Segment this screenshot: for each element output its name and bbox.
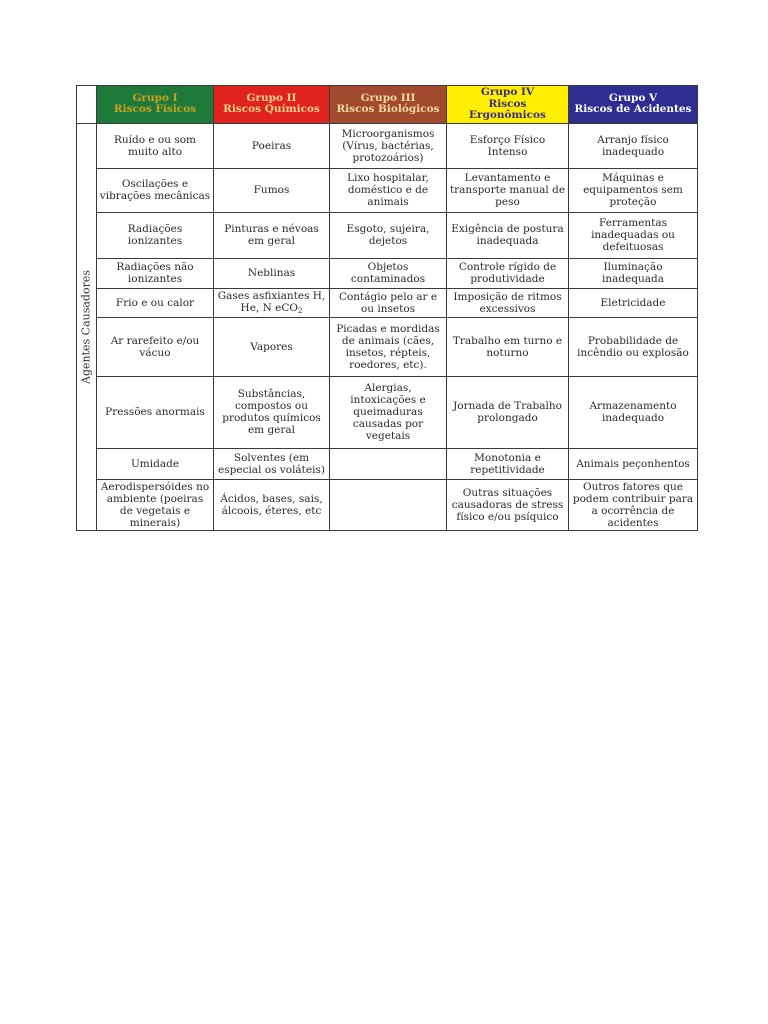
group-header-4 <box>447 86 569 124</box>
table-cell-empty <box>330 448 447 479</box>
group-header-1 <box>97 86 214 124</box>
table-cell: Vapores <box>214 317 330 376</box>
group-title: Grupo I <box>132 91 178 104</box>
table-row <box>77 168 698 212</box>
table-row <box>77 317 698 376</box>
group-title: Grupo V <box>608 91 658 104</box>
group-title: Grupo IV <box>480 86 535 98</box>
table-row <box>77 448 698 479</box>
table-cell: Radiações ionizantes <box>97 212 214 258</box>
group-subtitle: Riscos Ergonômicos <box>469 97 546 122</box>
table-cell: Objetos contaminados <box>330 258 447 288</box>
group-subtitle: Riscos Físicos <box>113 103 197 116</box>
table-cell: Ruído e ou som muito alto <box>97 123 214 168</box>
table-cell: Trabalho em turno e noturno <box>447 317 569 376</box>
table-cell: Fumos <box>214 168 330 212</box>
group-header-2 <box>214 86 330 124</box>
risk-table-container <box>76 85 697 531</box>
group-subtitle: Riscos Biológicos <box>336 103 440 116</box>
table-row <box>77 123 698 168</box>
group-header-5 <box>569 86 698 124</box>
subscript: 2 <box>297 307 303 316</box>
cell-text: Gases asfixiantes H, He, N eCO <box>217 290 326 315</box>
table-cell: Esforço Físico Intenso <box>447 123 569 168</box>
table-cell: Probabilidade de incêndio ou explosão <box>569 317 698 376</box>
group-subtitle: Riscos de Acidentes <box>574 103 692 116</box>
table-cell: Máquinas e equipamentos sem proteção <box>569 168 698 212</box>
table-cell: Pressões anormais <box>97 376 214 448</box>
table-cell: Jornada de Trabalho prolongado <box>447 376 569 448</box>
group-subtitle: Riscos Químicos <box>223 103 320 116</box>
table-cell: Animais peçonhentos <box>569 448 698 479</box>
table-cell: Microorganismos (Vírus, bactérias, protozoários) <box>330 123 447 168</box>
table-cell: Neblinas <box>214 258 330 288</box>
table-cell: Umidade <box>97 448 214 479</box>
table-cell: Esgoto, sujeira, dejetos <box>330 212 447 258</box>
table-row <box>77 288 698 317</box>
table-cell: Outros fatores que podem contribuir para a ocorrência de acidentes <box>569 479 698 530</box>
table-cell: Contágio pelo ar e ou insetos <box>330 288 447 317</box>
table-cell: Substâncias, compostos ou produtos químicos em geral <box>214 376 330 448</box>
table-cell: Exigência de postura inadequada <box>447 212 569 258</box>
table-cell: Radiações não ionizantes <box>97 258 214 288</box>
table-cell: Lixo hospitalar, doméstico e de animais <box>330 168 447 212</box>
table-cell: Alergias, intoxicações e queimaduras causadas por vegetais <box>330 376 447 448</box>
table-cell: Armazenamento inadequado <box>569 376 698 448</box>
table-cell: Ácidos, bases, sais, álcoois, éteres, etc <box>214 479 330 530</box>
table-cell: Arranjo físico inadequado <box>569 123 698 168</box>
table-cell: Outras situações causadoras de stress físico e/ou psíquico <box>447 479 569 530</box>
table-cell <box>214 288 330 317</box>
table-cell: Monotonia e repetitividade <box>447 448 569 479</box>
risk-groups-table <box>76 85 698 531</box>
table-cell: Eletricidade <box>569 288 698 317</box>
table-cell: Oscilações e vibrações mecânicas <box>97 168 214 212</box>
table-row <box>77 212 698 258</box>
side-label: Agentes Causadores <box>79 269 93 384</box>
table-cell: Controle rígido de produtividade <box>447 258 569 288</box>
table-cell: Solventes (em especial os voláteis) <box>214 448 330 479</box>
table-cell: Poeiras <box>214 123 330 168</box>
group-title: Grupo II <box>246 91 297 104</box>
table-cell: Frio e ou calor <box>97 288 214 317</box>
table-cell: Imposição de ritmos excessivos <box>447 288 569 317</box>
table-row <box>77 479 698 530</box>
table-cell: Pinturas e névoas em geral <box>214 212 330 258</box>
group-title: Grupo III <box>360 91 416 104</box>
table-cell: Ar rarefeito e/ou vácuo <box>97 317 214 376</box>
table-row <box>77 258 698 288</box>
side-label-cell <box>77 123 97 530</box>
header-row <box>77 86 698 124</box>
table-cell: Aerodispersóides no ambiente (poeiras de vegetais e minerais) <box>97 479 214 530</box>
table-row <box>77 376 698 448</box>
group-header-3 <box>330 86 447 124</box>
table-cell: Ferramentas inadequadas ou defeituosas <box>569 212 698 258</box>
table-cell: Iluminação inadequada <box>569 258 698 288</box>
table-cell: Levantamento e transporte manual de peso <box>447 168 569 212</box>
table-cell: Picadas e mordidas de animais (cães, insetos, répteis, roedores, etc). <box>330 317 447 376</box>
table-cell-empty <box>330 479 447 530</box>
corner-cell <box>77 86 97 124</box>
